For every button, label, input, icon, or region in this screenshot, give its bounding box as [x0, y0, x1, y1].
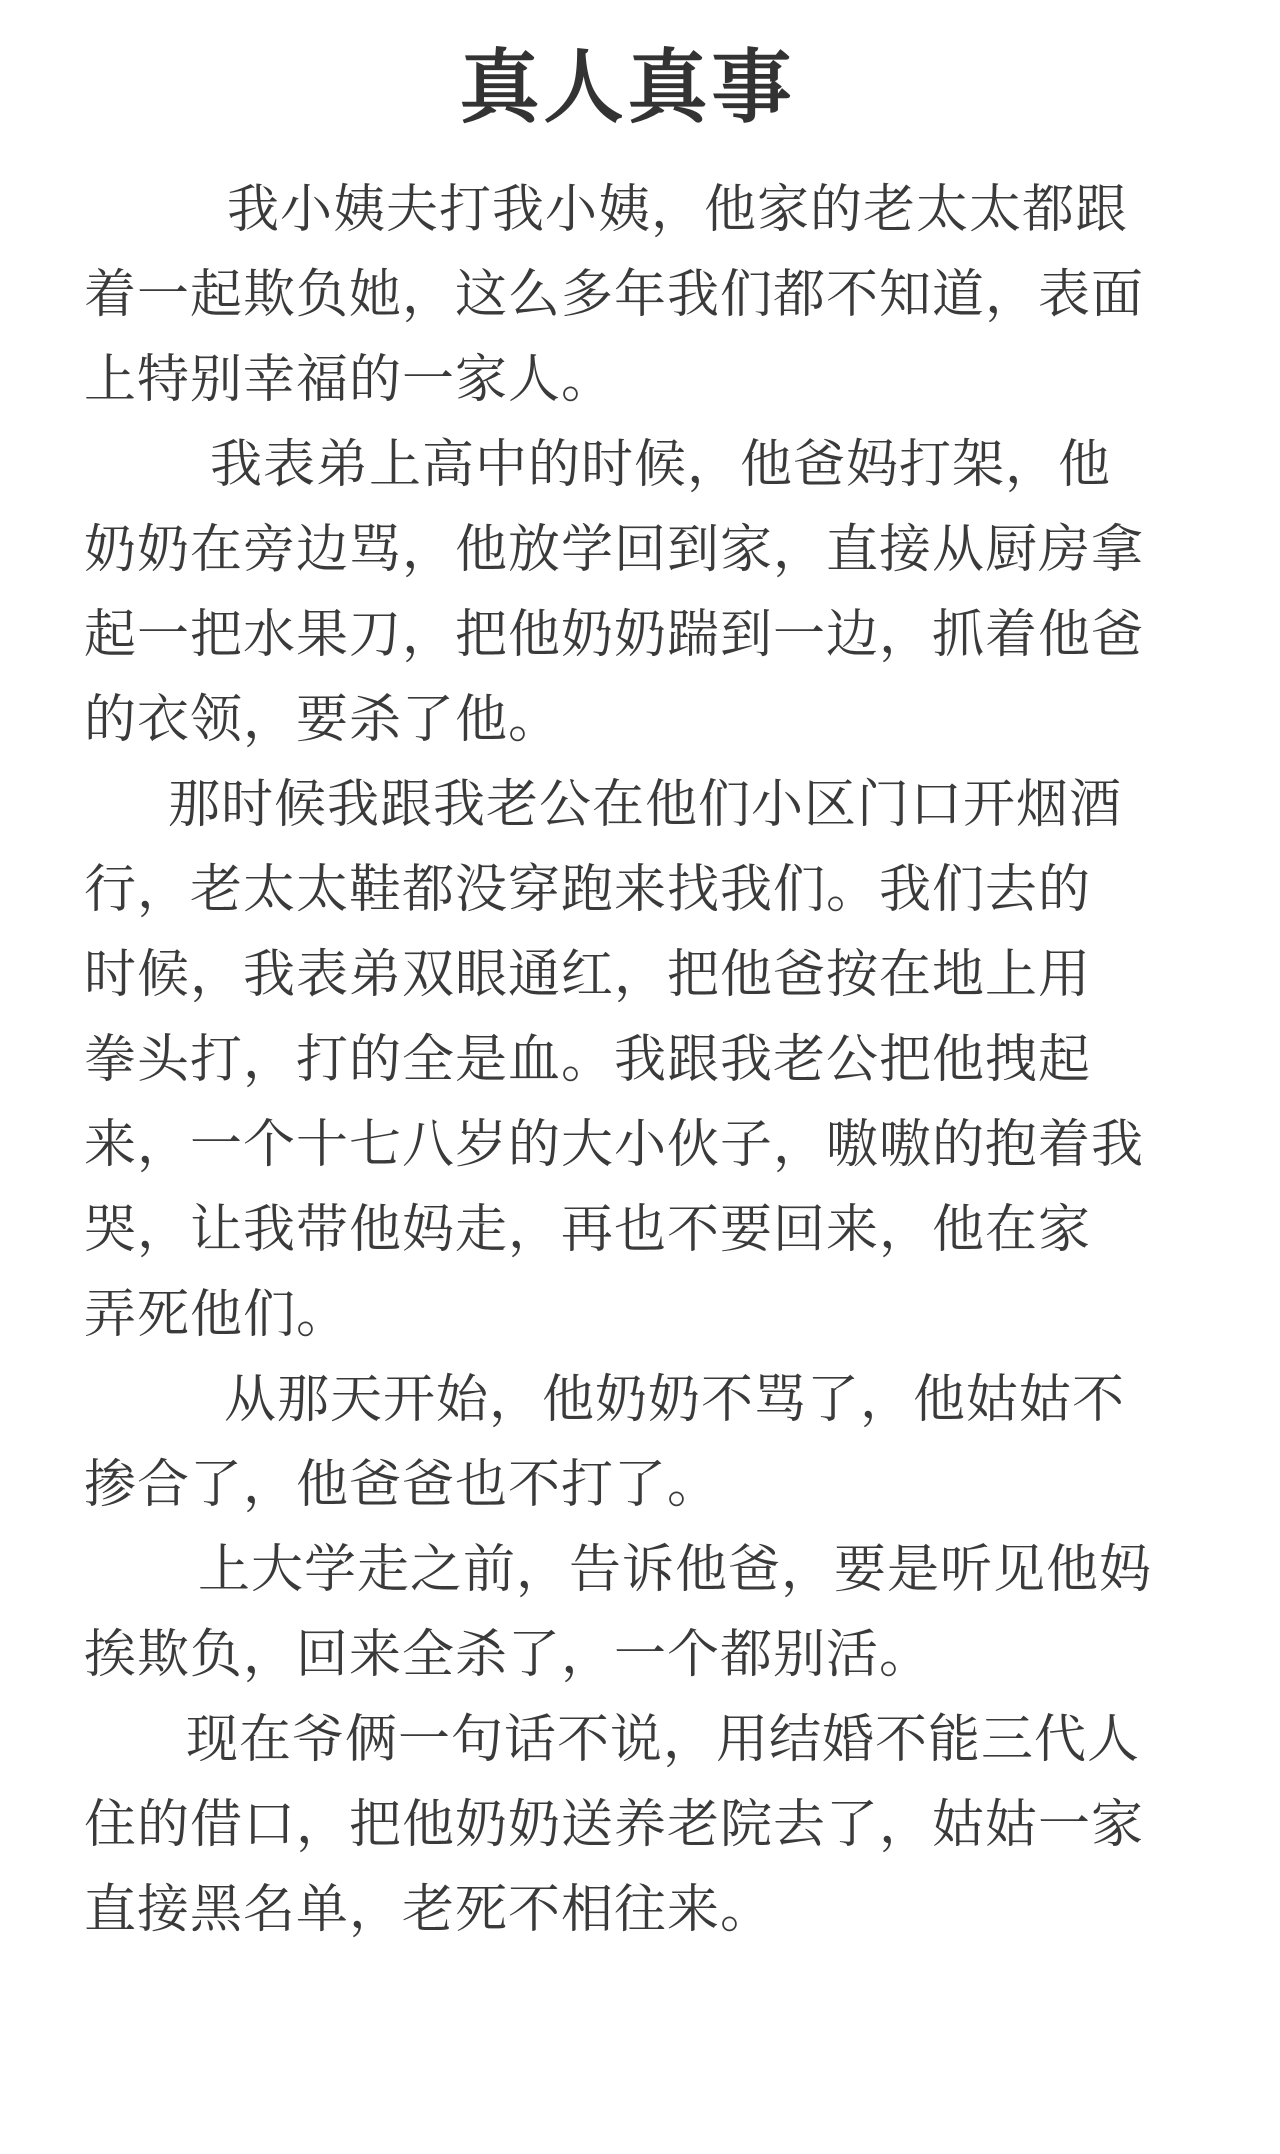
paragraph-line: 起一把水果刀，把他奶奶踹到一边，抓着他爸 [84, 605, 1145, 665]
paragraph-line: 住的借口，把他奶奶送养老院去了，姑姑一家 [84, 1795, 1145, 1855]
paragraph-line: 时候，我表弟双眼通红，把他爸按在地上用 [84, 945, 1092, 1005]
paragraph-line: 我小姨夫打我小姨，他家的老太太都跟 [227, 180, 1129, 240]
paragraph-line: 着一起欺负她，这么多年我们都不知道，表面 [84, 265, 1145, 325]
paragraph-line: 从那天开始，他奶奶不骂了，他姑姑不 [224, 1370, 1126, 1430]
paragraph-2 [84, 423, 1196, 763]
paragraph-4 [84, 1358, 1196, 1528]
paragraph-line: 掺合了，他爸爸也不打了。 [84, 1455, 721, 1515]
paragraph-line: 上大学走之前，告诉他爸，要是听见他妈 [198, 1540, 1153, 1600]
paragraph-6 [84, 1698, 1196, 1953]
document-title: 真人真事 [459, 41, 796, 134]
paragraph-1 [84, 168, 1196, 423]
story-body [84, 168, 1196, 1953]
paragraph-line: 我表弟上高中的时候，他爸妈打架，他 [210, 435, 1112, 495]
paragraph-line: 直接黑名单，老死不相往来。 [84, 1880, 774, 1940]
paragraph-line: 挨欺负，回来全杀了，一个都别活。 [84, 1625, 933, 1685]
paragraph-5 [84, 1528, 1196, 1698]
paragraph-line: 哭，让我带他妈走，再也不要回来，他在家 [84, 1200, 1092, 1260]
paragraph-line: 拳头打，打的全是血。我跟我老公把他拽起 [84, 1030, 1092, 1090]
paragraph-line: 奶奶在旁边骂，他放学回到家，直接从厨房拿 [84, 520, 1145, 580]
paragraph-3 [84, 763, 1196, 1358]
paragraph-line: 行，老太太鞋都没穿跑来找我们。我们去的 [84, 860, 1092, 920]
paragraph-line: 那时候我跟我老公在他们小区门口开烟酒 [168, 775, 1123, 835]
paragraph-line: 上特别幸福的一家人。 [84, 350, 615, 410]
paragraph-line: 弄死他们。 [84, 1285, 350, 1345]
paragraph-line: 现在爷俩一句话不说，用结婚不能三代人 [186, 1710, 1141, 1770]
paragraph-line: 的衣领，要杀了他。 [84, 690, 562, 750]
paragraph-line: 来，一个十七八岁的大小伙子，嗷嗷的抱着我 [84, 1115, 1145, 1175]
